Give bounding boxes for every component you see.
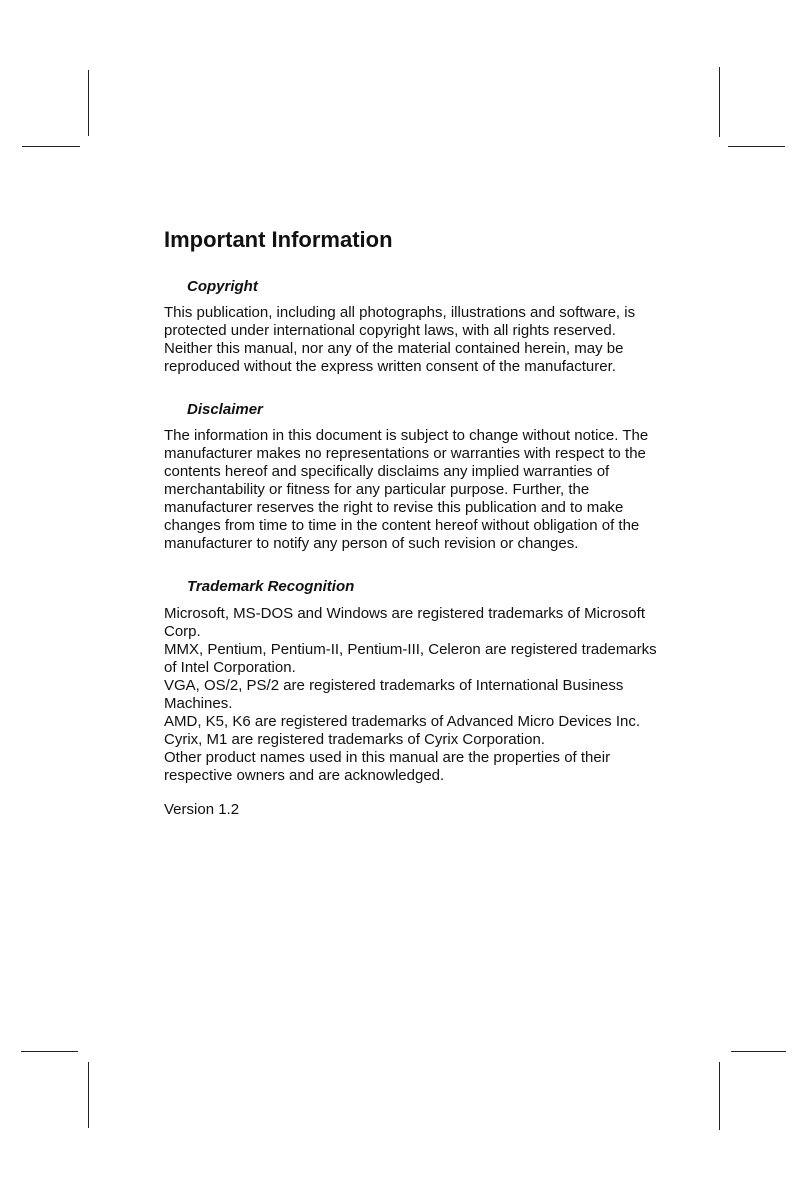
trademark-line-microsoft: Microsoft, MS-DOS and Windows are registered trademarks of Microsoft Corp.	[164, 605, 645, 640]
crop-mark-top-left-vertical	[88, 70, 89, 136]
copyright-heading: Copyright	[187, 278, 258, 295]
crop-mark-top-right-vertical	[719, 67, 720, 137]
crop-mark-bottom-left-horizontal	[21, 1051, 78, 1052]
disclaimer-heading: Disclaimer	[187, 401, 263, 418]
version-label: Version 1.2	[164, 801, 240, 818]
trademark-heading: Trademark Recognition	[187, 578, 355, 595]
trademark-line-intel: MMX, Pentium, Pentium-II, Pentium-III, Celeron are registered trademarks of Intel Corporation.	[164, 641, 657, 676]
trademark-list	[164, 605, 664, 785]
disclaimer-text: The information in this document is subject to change without notice. The manufacturer makes no representations or warranties with respect to the contents hereof and specifically disclaims any implied warranties of merchantability or fitness for any particular purpose. Further, the manufacturer reserves the right to revise this publication and to make changes from time to time in the content hereof without obligation of the manufacturer to notify any person of such revision or changes.	[164, 427, 649, 552]
trademark-line-ibm: VGA, OS/2, PS/2 are registered trademarks of International Business Machines.	[164, 677, 624, 712]
trademark-line-amd: AMD, K5, K6 are registered trademarks of Advanced Micro Devices Inc.	[164, 713, 641, 730]
page-content	[164, 226, 664, 834]
crop-mark-top-right-horizontal	[728, 146, 785, 147]
page-title: Important Information	[164, 227, 393, 252]
trademark-line-cyrix: Cyrix, M1 are registered trademarks of Cyrix Corporation.	[164, 731, 545, 748]
crop-mark-bottom-left-vertical	[88, 1062, 89, 1128]
trademark-line-other: Other product names used in this manual are the properties of their respective owners and are acknowledged.	[164, 749, 611, 784]
crop-mark-top-left-horizontal	[22, 146, 80, 147]
copyright-text: This publication, including all photographs, illustrations and software, is protected under international copyright laws, with all rights reserved. Neither this manual, nor any of the material contained herein, may be reproduced without the express written consent of the manufacturer.	[164, 304, 636, 375]
crop-mark-bottom-right-horizontal	[731, 1051, 786, 1052]
crop-mark-bottom-right-vertical	[719, 1062, 720, 1130]
